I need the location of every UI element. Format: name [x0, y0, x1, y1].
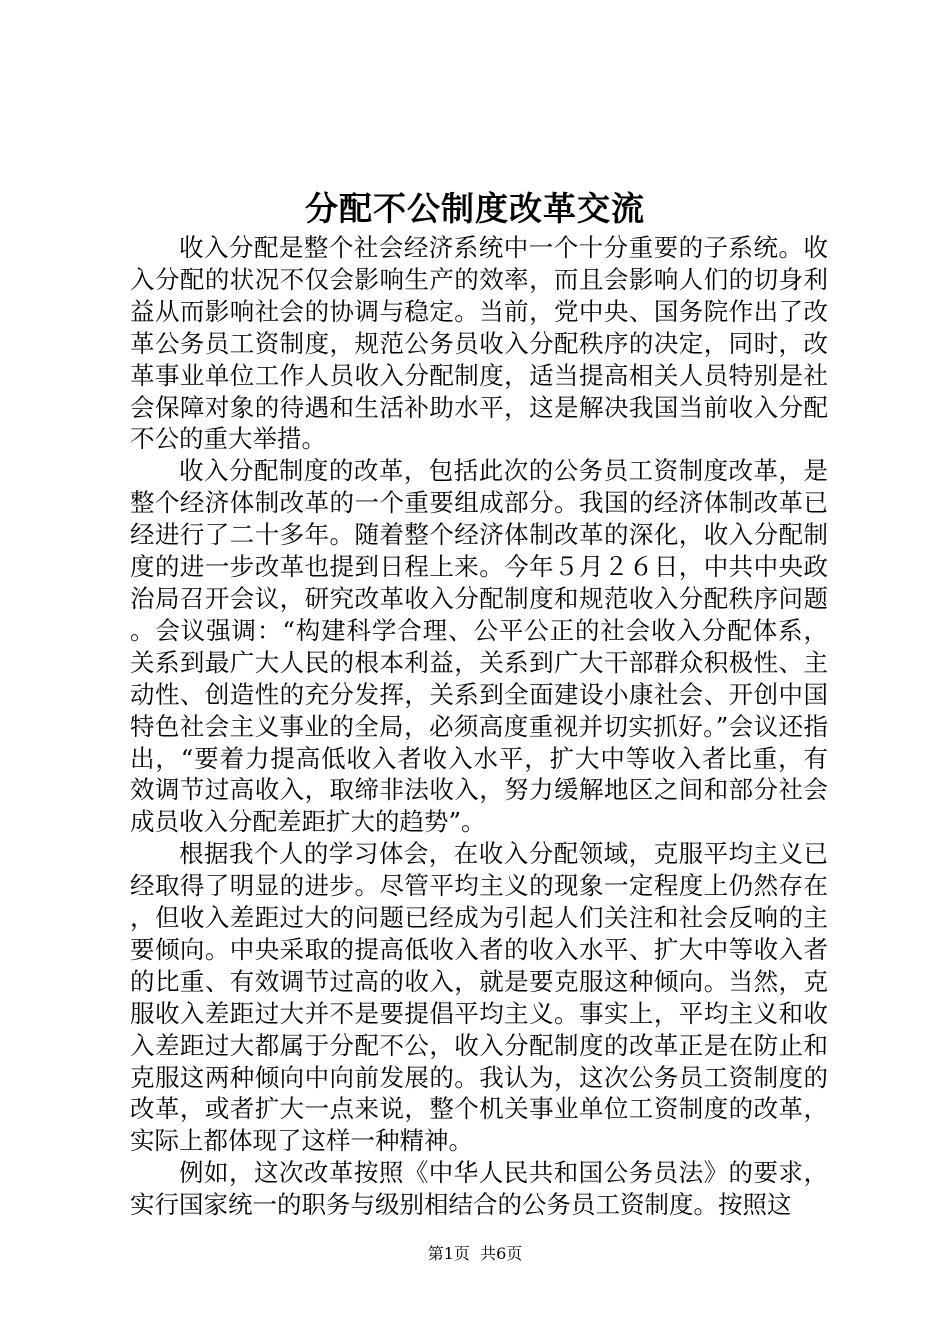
- paragraph-3: 根据我个人的学习体会，在收入分配领域，克服平均主义已经取得了明显的进步。尽管平均主义的现象一定程度上仍然存在，但收入差距过大的问题已经成为引起人们关注和社会反响的主要倾向。中央采取的提高低收入者的收入水平、扩大中等收入者的比重、有效调节过高的收入，就是要克服这种倾向。当然，克服收入差距过大并不是要提倡平均主义。事实上，平均主义和收入差距过大都属于分配不公，收入分配制度的改革正是在防止和克服这两种倾向中向前发展的。我认为，这次公务员工资制度的改革，或者扩大一点来说，整个机关事业单位工资制度的改革，实际上都体现了这样一种精神。: [130, 839, 828, 1156]
- document-title: 分配不公制度改革交流: [305, 189, 645, 228]
- paragraph-2: 收入分配制度的改革，包括此次的公务员工资制度改革，是整个经济体制改革的一个重要组成部分。我国的经济体制改革已经进行了二十多年。随着整个经济体制改革的深化，收入分配制度的进一步改革也提到日程上来。今年５月２６日，中共中央政治局召开会议，研究改革收入分配制度和规范收入分配秩序问题。会议强调：“构建科学合理、公平公正的社会收入分配体系，关系到最广大人民的根本利益，关系到广大干部群众积极性、主动性、创造性的充分发挥，关系到全面建设小康社会、开创中国特色社会主义事业的全局，必须高度重视并切实抓好。”会议还指出，“要着力提高低收入者收入水平，扩大中等收入者比重，有效调节过高收入，取缔非法收入，努力缓解地区之间和部分社会成员收入分配差距扩大的趋势”。: [130, 456, 828, 837]
- page-footer: [0, 1243, 950, 1265]
- page-number: 第1页: [427, 1244, 470, 1263]
- page-total: 共6页: [480, 1244, 523, 1263]
- document-body: [130, 232, 828, 1221]
- paragraph-1: 收入分配是整个社会经济系统中一个十分重要的子系统。收入分配的状况不仅会影响生产的效率，而且会影响人们的切身利益从而影响社会的协调与稳定。当前，党中央、国务院作出了改革公务员工资制度，规范公务员收入分配秩序的决定，同时，改革事业单位工作人员收入分配制度，适当提高相关人员特别是社会保障对象的待遇和生活补助水平，这是解决我国当前收入分配不公的重大举措。: [130, 233, 828, 454]
- paragraph-4: 例如，这次改革按照《中华人民共和国公务员法》的要求，实行国家统一的职务与级别相结合的公务员工资制度。按照这: [130, 1158, 828, 1220]
